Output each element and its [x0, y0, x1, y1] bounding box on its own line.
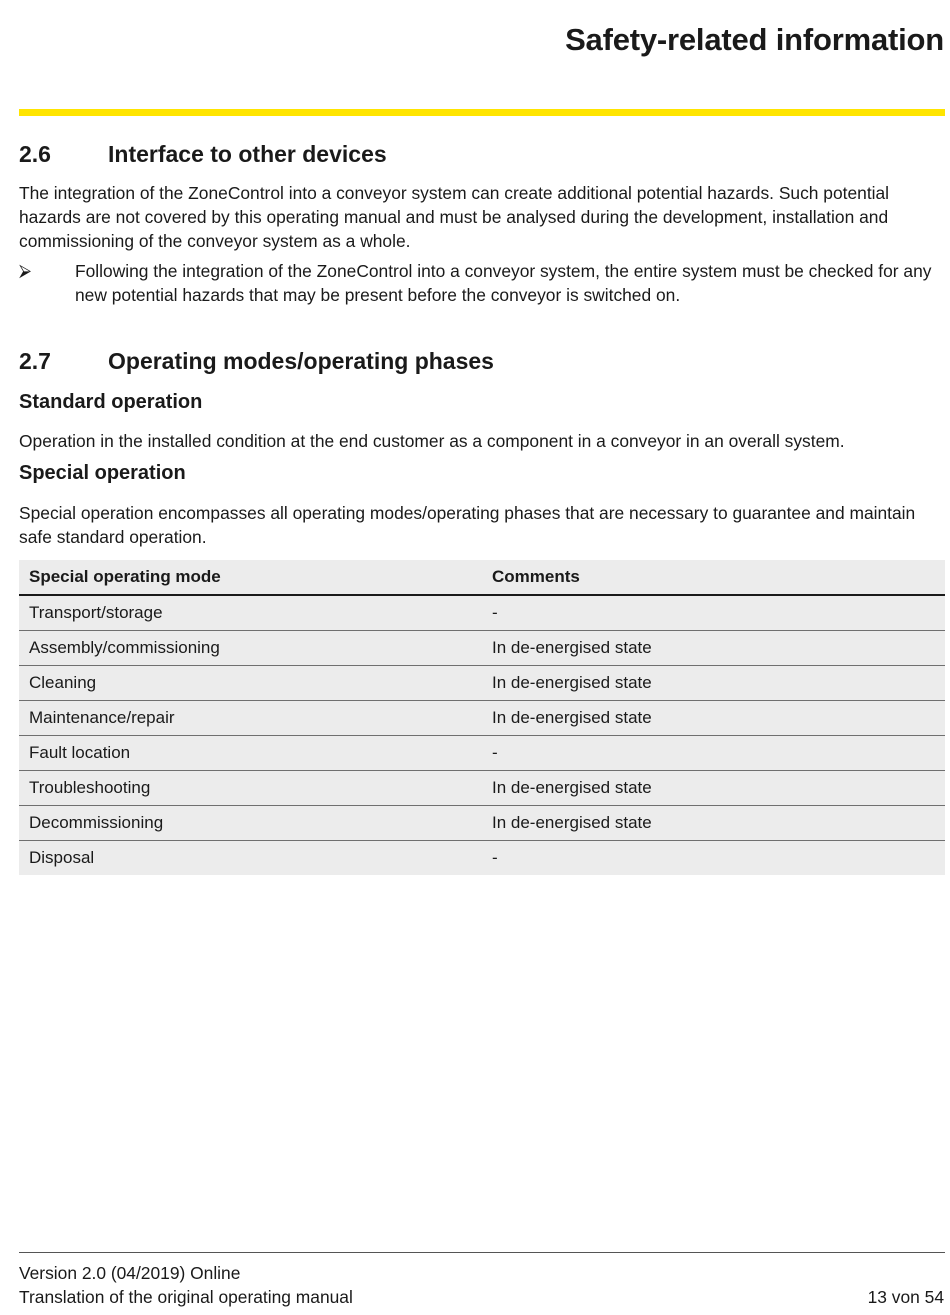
- table-cell-mode: Assembly/commissioning: [19, 631, 482, 666]
- table-cell-mode: Maintenance/repair: [19, 701, 482, 736]
- table-cell-mode: Decommissioning: [19, 806, 482, 841]
- table-row: [19, 806, 945, 841]
- column-header-comments: Comments: [482, 560, 945, 595]
- column-header-mode: Special operating mode: [19, 560, 482, 595]
- table-row: [19, 841, 945, 876]
- table-row: [19, 595, 945, 631]
- table-header-row: [19, 560, 945, 595]
- table-cell-mode: Transport/storage: [19, 595, 482, 631]
- table-row: [19, 736, 945, 771]
- special-operation-text: Special operation encompasses all operating modes/operating phases that are necessary to guarantee and maintain safe standard operation.: [19, 503, 916, 547]
- table-cell-mode: Troubleshooting: [19, 771, 482, 806]
- footer-rule: [19, 1252, 945, 1253]
- standard-operation-text: Operation in the installed condition at the end customer as a component in a conveyor in an overall system.: [19, 431, 845, 451]
- bullet-text: Following the integration of the ZoneControl into a conveyor system, the entire system must be checked for any new potential hazards that may be present before the conveyor is switched on.: [75, 261, 932, 305]
- footer-version: Version 2.0 (04/2019) Online: [19, 1263, 241, 1283]
- table-cell-comment: -: [482, 841, 945, 876]
- table-cell-comment: In de-energised state: [482, 806, 945, 841]
- chapter-title: Safety-related information: [565, 22, 944, 57]
- table-cell-mode: Fault location: [19, 736, 482, 771]
- section-number: 2.6: [19, 141, 51, 167]
- table-cell-comment: -: [482, 595, 945, 631]
- arrow-bullet-icon: ⮚: [19, 261, 32, 280]
- table-row: [19, 771, 945, 806]
- special-operation-heading: Special operation: [19, 462, 186, 484]
- table-cell-comment: In de-energised state: [482, 666, 945, 701]
- section-title: Interface to other devices: [108, 141, 387, 167]
- section-number: 2.7: [19, 348, 51, 374]
- section-2-6-intro: The integration of the ZoneControl into a conveyor system can create additional potential hazards. Such potential hazards are not covered by this operating manual and must be analysed during the development, installation and commissioning of the conveyor system as a whole.: [19, 183, 890, 251]
- section-2-6-heading: [19, 141, 387, 168]
- header-accent-rule: [19, 109, 945, 116]
- page-number: 13 von 54: [867, 1287, 944, 1307]
- table-cell-comment: In de-energised state: [482, 631, 945, 666]
- table-cell-comment: In de-energised state: [482, 771, 945, 806]
- standard-operation-heading: Standard operation: [19, 391, 203, 413]
- section-title: Operating modes/operating phases: [108, 348, 494, 374]
- table-cell-comment: -: [482, 736, 945, 771]
- table-row: [19, 666, 945, 701]
- footer-translation-note: Translation of the original operating manual: [19, 1287, 353, 1307]
- table-cell-mode: Disposal: [19, 841, 482, 876]
- table-cell-mode: Cleaning: [19, 666, 482, 701]
- table-row: [19, 631, 945, 666]
- section-2-7-heading: [19, 348, 494, 375]
- special-operating-modes-table: [19, 560, 945, 875]
- table-row: [19, 701, 945, 736]
- table-cell-comment: In de-energised state: [482, 701, 945, 736]
